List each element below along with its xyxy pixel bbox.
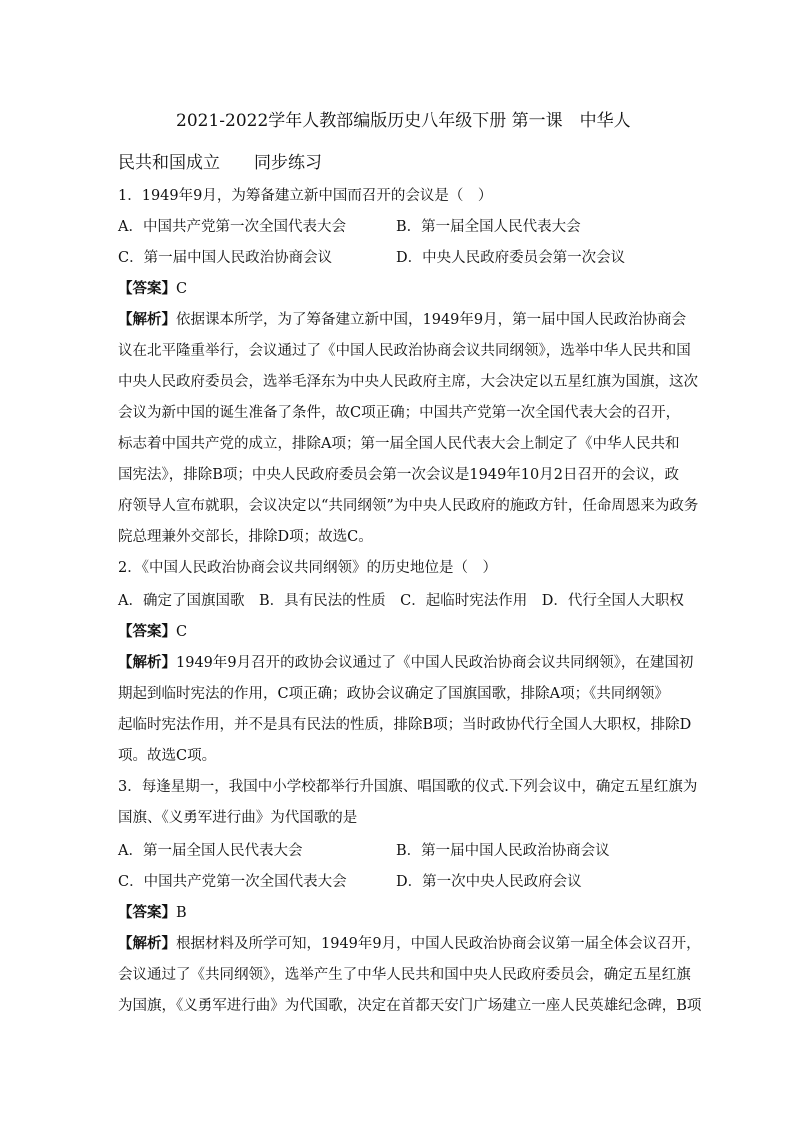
document-title-line1: 2021-2022学年人教部编版历史八年级下册 第一课 中华人 — [176, 111, 631, 131]
section-marker: 【解析】 — [118, 935, 176, 952]
q3-stem-line: 3．每逢星期一，我国中小学校都举行升国旗、唱国歌的仪式.下列会议中，确定五星红旗为 — [118, 779, 698, 795]
q1-analysis-line: 【解析】依据课本所学，为了筹备建立新中国，1949年9月，第一届中国人民政治协商会 — [118, 311, 687, 328]
document-title-line2: 民共和国成立 同步练习 — [118, 153, 322, 173]
section-marker: 【解析】 — [118, 311, 176, 328]
q2-analysis-line: 项。故选C项。 — [118, 748, 217, 764]
q3-option-d: D．第一次中央人民政府会议 — [396, 874, 582, 890]
section-marker: 【答案】 — [118, 623, 176, 640]
q1-analysis-line: 中央人民政府委员会，选举毛泽东为中央人民政府主席，大会决定以五星红旗为国旗，这次 — [118, 374, 698, 390]
section-marker: 【答案】 — [118, 904, 176, 921]
q1-analysis-line: 院总理兼外交部长，排除D项；故选C。 — [118, 529, 373, 545]
q3-option-c: C．中国共产党第一次全国代表大会 — [118, 874, 347, 890]
q2-analysis-line: 期起到临时宪法的作用，C项正确；政协会议确定了国旗国歌，排除A项；《共同纲领》 — [118, 686, 669, 702]
q1-analysis-line: 议在北平隆重举行，会议通过了《中国人民政治协商会议共同纲领》，选举中华人民共和国 — [118, 343, 691, 359]
q1-answer: 【答案】C — [118, 280, 188, 297]
q2-answer: 【答案】C — [118, 623, 188, 640]
q2-stem: 2．《中国人民政治协商会议共同纲领》的历史地位是（ ） — [118, 560, 497, 576]
q2-analysis-line: 【解析】1949年9月召开的政协会议通过了《中国人民政治协商会议共同纲领》，在建国初 — [118, 654, 694, 671]
q3-answer: 【答案】B — [118, 904, 187, 921]
q3-option-a: A．第一届全国人民代表大会 — [118, 843, 303, 859]
q3-analysis-line: 会议通过了《共同纲领》，选举产生了中华人民共和国中央人民政府委员会，确定五星红旗 — [118, 967, 691, 983]
q2-options: A．确定了国旗国歌 B．具有民法的性质 C．起临时宪法作用 D．代行全国人大职权 — [118, 593, 684, 609]
q1-option-c: C．第一届中国人民政治协商会议 — [118, 250, 333, 266]
section-marker: 【答案】 — [118, 280, 176, 297]
q2-analysis-line: 起临时宪法作用，并不是具有民法的性质，排除B项；当时政协代行全国人大职权，排除D — [118, 717, 692, 733]
q1-analysis-line: 会议为新中国的诞生准备了条件，故C项正确；中国共产党第一次全国代表大会的召开， — [118, 405, 681, 421]
q3-stem-line: 国旗、《义勇军进行曲》为代国歌的是 — [118, 810, 358, 826]
q1-option-d: D．中央人民政府委员会第一次会议 — [396, 250, 626, 266]
q3-analysis-line: 为国旗，《义勇军进行曲》为代国歌，决定在首都天安门广场建立一座人民英雄纪念碑，B项 — [118, 998, 702, 1014]
q3-analysis-line: 【解析】根据材料及所学可知，1949年9月，中国人民政治协商会议第一届全体会议召开， — [118, 935, 701, 952]
q1-analysis-line: 标志着中国共产党的成立，排除A项；第一届全国人民代表大会上制定了《中华人民共和 — [118, 436, 680, 452]
q3-option-b: B．第一届中国人民政治协商会议 — [396, 843, 610, 859]
section-marker: 【解析】 — [118, 654, 176, 671]
q1-option-a: A．中国共产党第一次全国代表大会 — [118, 219, 346, 235]
q1-stem: 1．1949年9月，为筹备建立新中国而召开的会议是（ ） — [118, 188, 493, 204]
q1-option-b: B．第一届全国人民代表大会 — [396, 219, 581, 235]
q1-analysis-line: 府领导人宣布就职，会议决定以“共同纲领”为中央人民政府的施政方针，任命周恩来为政务 — [118, 498, 699, 514]
q1-analysis-line: 国宪法》，排除B项；中央人民政府委员会第一次会议是1949年10月2日召开的会议，政 — [118, 467, 679, 483]
